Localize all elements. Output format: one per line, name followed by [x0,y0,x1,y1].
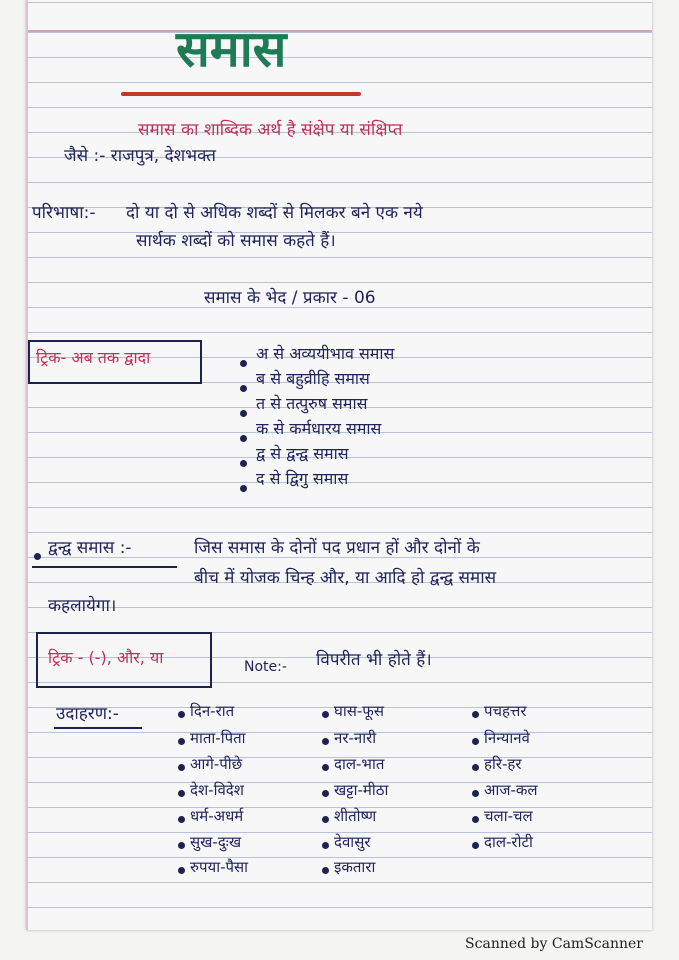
type-item: अ से अव्ययीभाव समास [256,344,395,363]
bullet-icon [178,816,185,823]
bullet-icon [472,738,479,745]
example-line: जैसे :- राजपुत्र, देशभक्त [64,146,216,166]
example-item: घास-फूस [334,702,385,720]
trick-2-text: ट्रिक - (-), और, या [48,648,164,667]
bullet-icon [240,385,247,392]
bullet-icon [472,790,479,797]
bullet-icon [472,711,479,718]
bullet-icon [322,790,329,797]
example-item: इकतारा [334,858,376,876]
page-margin-line [26,0,28,930]
example-item: निन्यानवे [484,729,530,747]
example-item: देवासुर [334,833,371,851]
bullet-icon [178,790,185,797]
meaning-line: समास का शाब्दिक अर्थ है संक्षेप या संक्षिप्त [138,120,403,140]
type-item: द से द्विगु समास [256,469,349,488]
examples-underline [54,727,142,729]
bullet-icon [178,867,185,874]
trick-text: ट्रिक- अब तक द्वादा [36,348,151,367]
type-item: द्व से द्वन्द्व समास [256,444,349,463]
example-item: देश-विदेश [190,781,244,799]
dvandva-line-1: जिस समास के दोनों पद प्रधान हों और दोनों के [194,538,480,558]
type-item: ब से बहुव्रीहि समास [256,369,370,388]
example-item: सुख-दुःख [190,833,242,851]
bullet-icon [472,842,479,849]
bullet-icon [240,435,247,442]
example-item: दाल-भात [334,755,385,773]
bullet-icon [178,764,185,771]
bullet-icon [178,842,185,849]
example-item: माता-पिता [190,729,246,747]
dvandva-label: द्वन्द्व समास :- [48,538,132,558]
dvandva-line-3: कहलायेगा। [48,596,117,616]
page-title: समास [176,20,287,78]
definition-label: परिभाषा:- [32,203,96,223]
example-item: शीतोष्ण [334,807,377,825]
bullet-icon [178,711,185,718]
types-heading: समास के भेद / प्रकार - 06 [204,288,376,308]
note-text: विपरीत भी होते हैं। [316,650,432,670]
bullet-icon [240,360,247,367]
bullet-icon [34,553,41,560]
example-item: दिन-रात [190,702,235,720]
note-label: Note:- [244,659,287,675]
example-item: रुपया-पैसा [190,858,249,876]
page-top-rule [26,30,652,32]
bullet-icon [322,711,329,718]
scanner-watermark: Scanned by CamScanner [465,936,643,952]
bullet-icon [240,410,247,417]
bullet-icon [322,867,329,874]
bullet-icon [322,738,329,745]
example-item: आज-कल [484,781,538,799]
example-item: चला-चल [484,807,533,825]
bullet-icon [472,764,479,771]
type-item: क से कर्मधारय समास [256,419,382,438]
example-item: हरि-हर [484,755,522,773]
example-item: पचहत्तर [484,702,527,720]
dvandva-line-2: बीच में योजक चिन्ह और, या आदि हो द्वन्द्व समास [194,568,497,588]
dvandva-underline [32,566,177,568]
notebook-page [26,0,652,930]
example-item: नर-नारी [334,729,377,747]
trick-box-2 [36,632,212,688]
bullet-icon [240,485,247,492]
bullet-icon [322,816,329,823]
definition-line-1: दो या दो से अधिक शब्दों से मिलकर बने एक नये [126,203,423,223]
title-underline [121,92,361,96]
example-item: आगे-पीछे [190,755,243,773]
bullet-icon [178,738,185,745]
trick-box [28,340,202,384]
example-item: धर्म-अधर्म [190,807,244,825]
example-item: दाल-रोटी [484,833,533,851]
examples-label: उदाहरण:- [56,704,119,724]
bullet-icon [472,816,479,823]
example-item: खट्टा-मीठा [334,781,389,799]
type-item: त से तत्पुरुष समास [256,394,368,413]
bullet-icon [322,764,329,771]
definition-line-2: सार्थक शब्दों को समास कहते हैं। [136,231,336,251]
bullet-icon [240,460,247,467]
bullet-icon [322,842,329,849]
